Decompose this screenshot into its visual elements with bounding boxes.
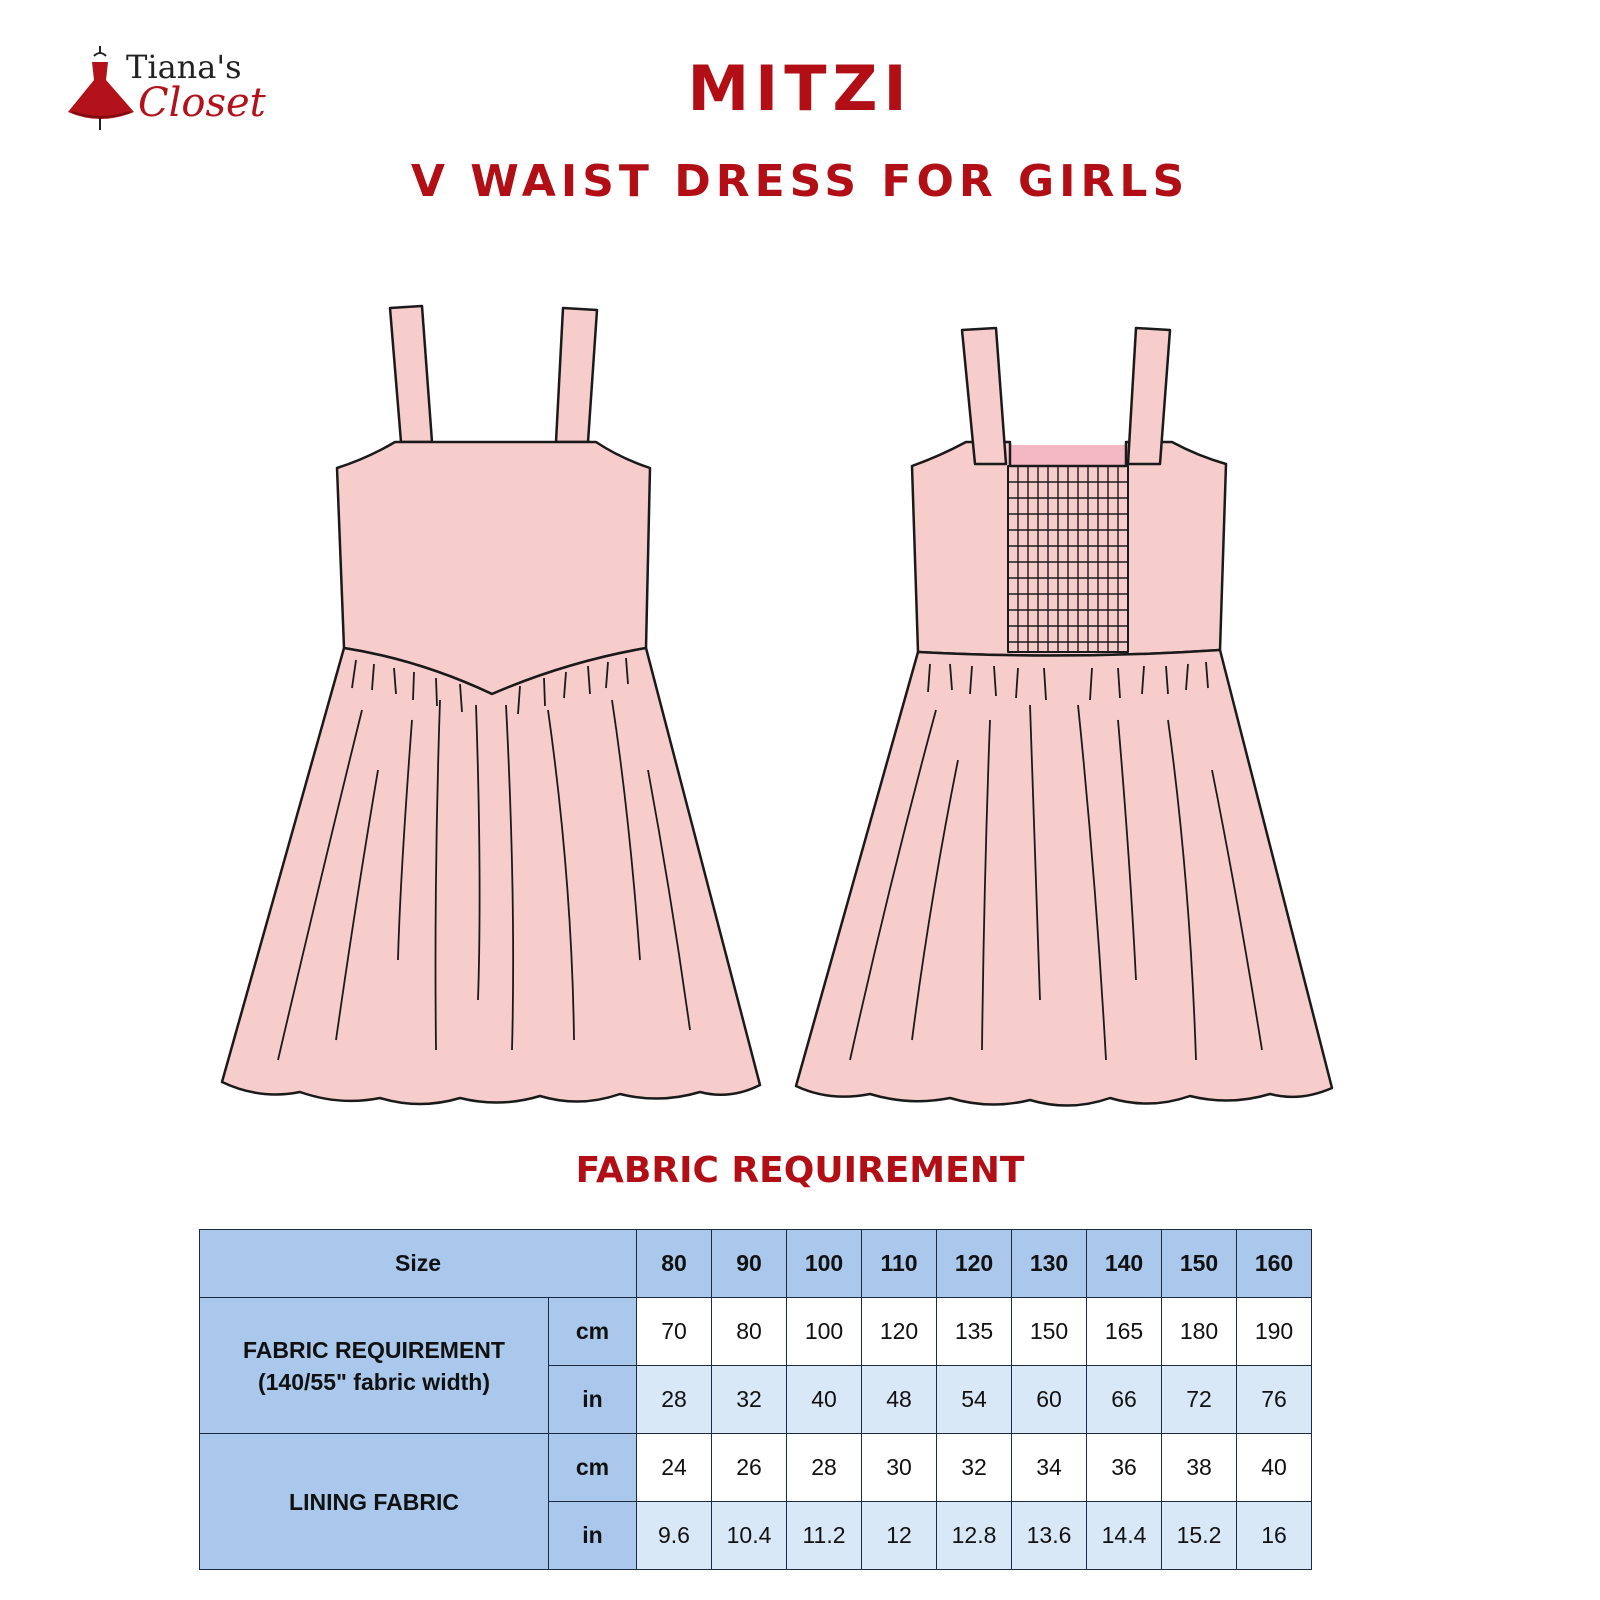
unit-cm: cm (549, 1298, 637, 1366)
table-cell: 30 (862, 1434, 937, 1502)
unit-in: in (549, 1366, 637, 1434)
lining-cm-row (200, 1434, 1312, 1502)
fabric-label-line2: (140/55" fabric width) (257, 1368, 491, 1395)
table-cell: 165 (1087, 1298, 1162, 1366)
table-cell: 36 (1087, 1434, 1162, 1502)
page-title: MITZI (687, 52, 913, 125)
table-cell: 15.2 (1162, 1502, 1237, 1570)
table-cell: 10.4 (712, 1502, 787, 1570)
table-cell: 48 (862, 1366, 937, 1434)
table-cell: 14.4 (1087, 1502, 1162, 1570)
table-cell: 40 (787, 1366, 862, 1434)
page-subtitle: V WAIST DRESS FOR GIRLS (410, 156, 1190, 207)
fabric-requirement-heading: FABRIC REQUIREMENT (575, 1150, 1025, 1191)
table-cell: 13.6 (1012, 1502, 1087, 1570)
fabric-requirement-table (199, 1229, 1312, 1570)
size-header-cell: 140 (1087, 1230, 1162, 1298)
unit-in: in (549, 1502, 637, 1570)
table-cell: 120 (862, 1298, 937, 1366)
table-cell: 34 (1012, 1434, 1087, 1502)
table-cell: 66 (1087, 1366, 1162, 1434)
size-header-cell: 120 (937, 1230, 1012, 1298)
dress-front-drawing (222, 306, 760, 1104)
table-cell: 16 (1237, 1502, 1312, 1570)
size-header-cell: 110 (862, 1230, 937, 1298)
size-header-cell: 100 (787, 1230, 862, 1298)
size-header-row (200, 1230, 1312, 1298)
table-cell: 32 (712, 1366, 787, 1434)
table-cell: 72 (1162, 1366, 1237, 1434)
table-cell: 54 (937, 1366, 1012, 1434)
size-header-cell: 150 (1162, 1230, 1237, 1298)
table-cell: 9.6 (637, 1502, 712, 1570)
table-cell: 38 (1162, 1434, 1237, 1502)
table-cell: 76 (1237, 1366, 1312, 1434)
table-cell: 80 (712, 1298, 787, 1366)
table-cell: 28 (787, 1434, 862, 1502)
table-cell: 12 (862, 1502, 937, 1570)
table-cell: 60 (1012, 1366, 1087, 1434)
size-header-cell: 90 (712, 1230, 787, 1298)
lining-fabric-label: LINING FABRIC (200, 1434, 549, 1570)
table-cell: 100 (787, 1298, 862, 1366)
fabric-cm-row (200, 1298, 1312, 1366)
table-cell: 12.8 (937, 1502, 1012, 1570)
dress-technical-drawings (0, 290, 1600, 1120)
table-cell: 135 (937, 1298, 1012, 1366)
table-cell: 24 (637, 1434, 712, 1502)
size-header-cell: 130 (1012, 1230, 1087, 1298)
size-label: Size (200, 1230, 637, 1298)
fabric-label-line1: FABRIC REQUIREMENT (243, 1336, 505, 1363)
size-header-cell: 160 (1237, 1230, 1312, 1298)
brand-name-line2: Closet (138, 80, 266, 126)
table-cell: 28 (637, 1366, 712, 1434)
table-cell: 190 (1237, 1298, 1312, 1366)
table-cell: 40 (1237, 1434, 1312, 1502)
table-cell: 70 (637, 1298, 712, 1366)
table-cell: 180 (1162, 1298, 1237, 1366)
size-header-cell: 80 (637, 1230, 712, 1298)
table-cell: 26 (712, 1434, 787, 1502)
fabric-requirement-label (200, 1298, 549, 1434)
unit-cm: cm (549, 1434, 637, 1502)
table-cell: 32 (937, 1434, 1012, 1502)
table-cell: 11.2 (787, 1502, 862, 1570)
brand-name-line1: Tiana's (126, 48, 242, 86)
dress-back-drawing (796, 328, 1332, 1106)
table-cell: 150 (1012, 1298, 1087, 1366)
